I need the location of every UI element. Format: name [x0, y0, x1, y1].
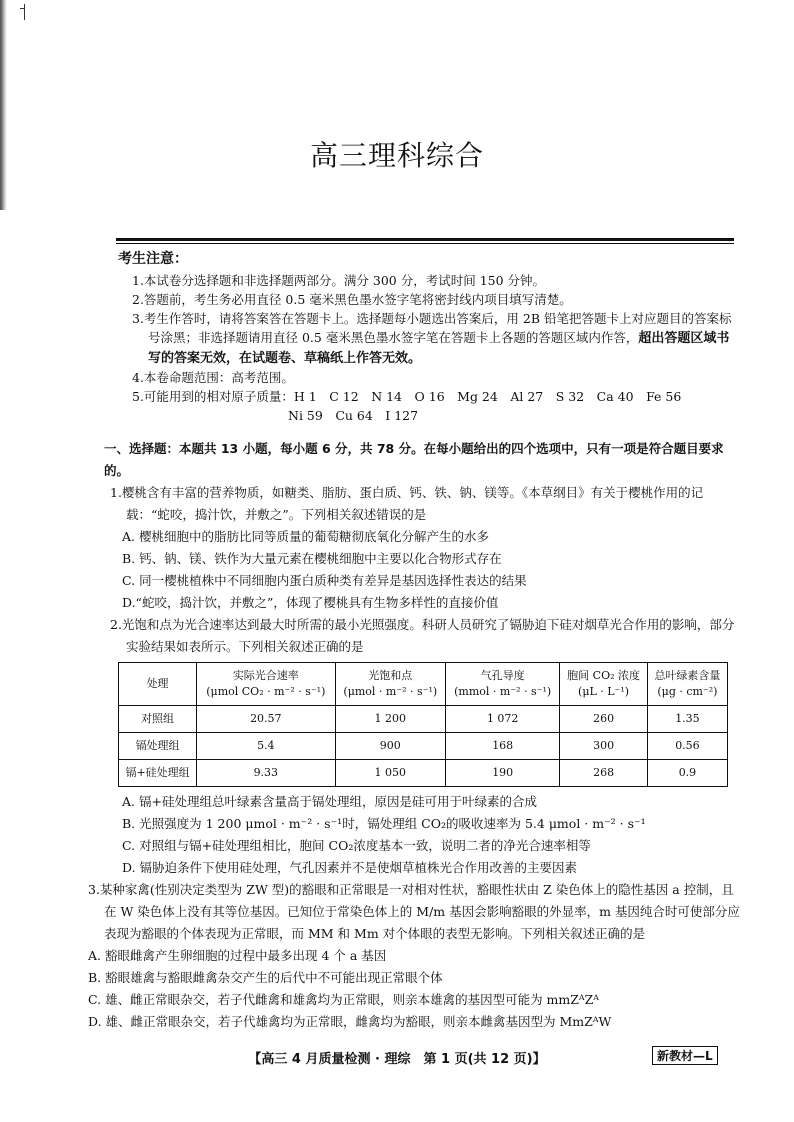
table-cell: 镉处理组	[119, 733, 197, 760]
table-cell: 9.33	[197, 760, 335, 787]
notice-item-3-emphasis: 超出答题区域书写的答案无效，在试题卷、草稿纸上作答无效。	[148, 331, 730, 366]
option-d: D.“蛇咬，捣汁饮，并敷之”，体现了樱桃具有生物多样性的直接价值	[122, 595, 499, 610]
scan-edge-shadow	[0, 0, 10, 210]
notice-item-5-cont: Ni 59 Cu 64 I 127	[288, 408, 419, 423]
notice-item-3-text: 3.考生作答时，请将答案答在答题卡上。选择题每小题选出答案后，用 2B 铅笔把答题卡上对应题目的答案标号涂黑；非选择题请用直径 0.5 毫米黑色墨水签字笔在答题卡上各题的答题区域内作答，	[132, 311, 732, 345]
option-a: A. 镉+硅处理组总叶绿素含量高于镉处理组，原因是硅可用于叶绿素的合成	[122, 794, 537, 809]
notice-item-4: 4.本卷命题范围：高考范围。	[132, 370, 294, 385]
table-header: 总叶绿素含量 (μg · cm⁻²)	[647, 663, 727, 706]
option-a: A. 樱桃细胞中的脂肪比同等质量的葡萄糖彻底氧化分解产生的水多	[122, 529, 489, 544]
table-cell: 0.9	[647, 760, 727, 787]
question-1	[104, 482, 744, 614]
header-rule-thick	[116, 238, 734, 241]
table-row	[119, 760, 728, 787]
data-table	[118, 662, 728, 787]
table-cell: 0.56	[647, 733, 727, 760]
notice-item-1: 1.本试卷分选择题和非选择题两部分。满分 300 分，考试时间 150 分钟。	[132, 273, 546, 288]
table-header: 光饱和点 (μmol · m⁻² · s⁻¹)	[335, 663, 446, 706]
scan-mark	[20, 8, 25, 9]
question-2	[104, 614, 744, 879]
table-cell: 300	[560, 733, 648, 760]
notice-item-5: 5.可能用到的相对原子质量：H 1 C 12 N 14 O 16 Mg 24 Al 27 S 32 Ca 40 Fe 56	[132, 389, 682, 404]
table-cell: 镉+硅处理组	[119, 760, 197, 787]
header-rule-thin	[116, 243, 734, 244]
section-choice	[88, 438, 744, 1033]
table-cell: 168	[446, 733, 560, 760]
table-cell: 268	[560, 760, 648, 787]
table-cell: 260	[560, 706, 648, 733]
table-header-row	[119, 663, 728, 706]
question-stem: 1.樱桃含有丰富的营养物质，如糖类、脂肪、蛋白质、钙、铁、钠、镁等。《本草纲目》有关于樱桃作用的记载：“蛇咬，捣汁饮，并敷之”。下列相关叙述错误的是	[110, 485, 704, 522]
option-d: D. 镉胁迫条件下使用硅处理，气孔因素并不是使烟草植株光合作用改善的主要因素	[122, 860, 578, 875]
table-header: 胞间 CO₂ 浓度 (μL · L⁻¹)	[560, 663, 648, 706]
notice-heading: 考生注意：	[118, 251, 188, 267]
scan-mark	[24, 4, 25, 20]
table-cell: 1.35	[647, 706, 727, 733]
option-b: B. 钙、钠、镁、铁作为大量元素在樱桃细胞中主要以化合物形式存在	[122, 551, 502, 566]
table-cell: 190	[446, 760, 560, 787]
option-d: D. 雄、雌正常眼杂交，若子代雄禽均为正常眼，雌禽均为豁眼，则亲本雌禽基因型为 MmZᴬW	[88, 1014, 612, 1029]
option-c: C. 雄、雌正常眼杂交，若子代雌禽和雄禽均为正常眼，则亲本雄禽的基因型可能为 mmZᴬZᴬ	[88, 992, 599, 1007]
table-cell: 1 072	[446, 706, 560, 733]
section-heading: 一、选择题：本题共 13 小题，每小题 6 分，共 78 分。在每小题给出的四个选项中，只有一项是符合题目要求的。	[104, 441, 724, 478]
table-cell: 对照组	[119, 706, 197, 733]
table-header: 实际光合速率 (μmol CO₂ · m⁻² · s⁻¹)	[197, 663, 335, 706]
table-row	[119, 706, 728, 733]
exam-notice	[118, 250, 738, 425]
table-row	[119, 733, 728, 760]
table-cell: 900	[335, 733, 446, 760]
option-a: A. 豁眼雌禽产生卵细胞的过程中最多出现 4 个 a 基因	[88, 948, 387, 963]
option-b: B. 豁眼雄禽与豁眼雌禽杂交产生的后代中不可能出现正常眼个体	[88, 970, 443, 985]
table-cell: 1 200	[335, 706, 446, 733]
page-footer: 【高三 4 月质量检测 · 理综 第 1 页(共 12 页)】	[248, 1052, 546, 1067]
notice-item-3	[118, 309, 738, 368]
question-3	[88, 879, 744, 1033]
table-cell: 5.4	[197, 733, 335, 760]
question-stem: 3.某种家禽(性别决定类型为 ZW 型)的豁眼和正常眼是一对相对性状，豁眼性状由 Z 染色体上的隐性基因 a 控制，且在 W 染色体上没有其等位基因。已知位于常染色体上的 M/m 基因会影响豁眼的外显率，m 基因纯合时可使部分应表现为豁眼的个体表现为正常眼，而 MM 和 Mm 对个体眼的表型无影响。下列相关叙述正确的是	[88, 882, 740, 941]
table-header: 气孔导度 (mmol · m⁻² · s⁻¹)	[446, 663, 560, 706]
option-c: C. 同一樱桃植株中不同细胞内蛋白质种类有差异是基因选择性表达的结果	[122, 573, 527, 588]
edition-badge: 新教材—L	[652, 1046, 718, 1065]
exam-title: 高三理科综合	[309, 139, 484, 172]
table-cell: 20.57	[197, 706, 335, 733]
option-b: B. 光照强度为 1 200 μmol · m⁻² · s⁻¹时，镉处理组 CO₂的吸收速率为 5.4 μmol · m⁻² · s⁻¹	[122, 816, 646, 831]
table-header: 处理	[119, 663, 197, 706]
notice-item-2: 2.答题前，考生务必用直径 0.5 毫米黑色墨水签字笔将密封线内项目填写清楚。	[132, 292, 572, 307]
table-cell: 1 050	[335, 760, 446, 787]
question-stem: 2.光饱和点为光合速率达到最大时所需的最小光照强度。科研人员研究了镉胁迫下硅对烟草光合作用的影响，部分实验结果如表所示。下列相关叙述正确的是	[110, 617, 735, 654]
option-c: C. 对照组与镉+硅处理组相比，胞间 CO₂浓度基本一致，说明二者的净光合速率相等	[122, 838, 591, 853]
